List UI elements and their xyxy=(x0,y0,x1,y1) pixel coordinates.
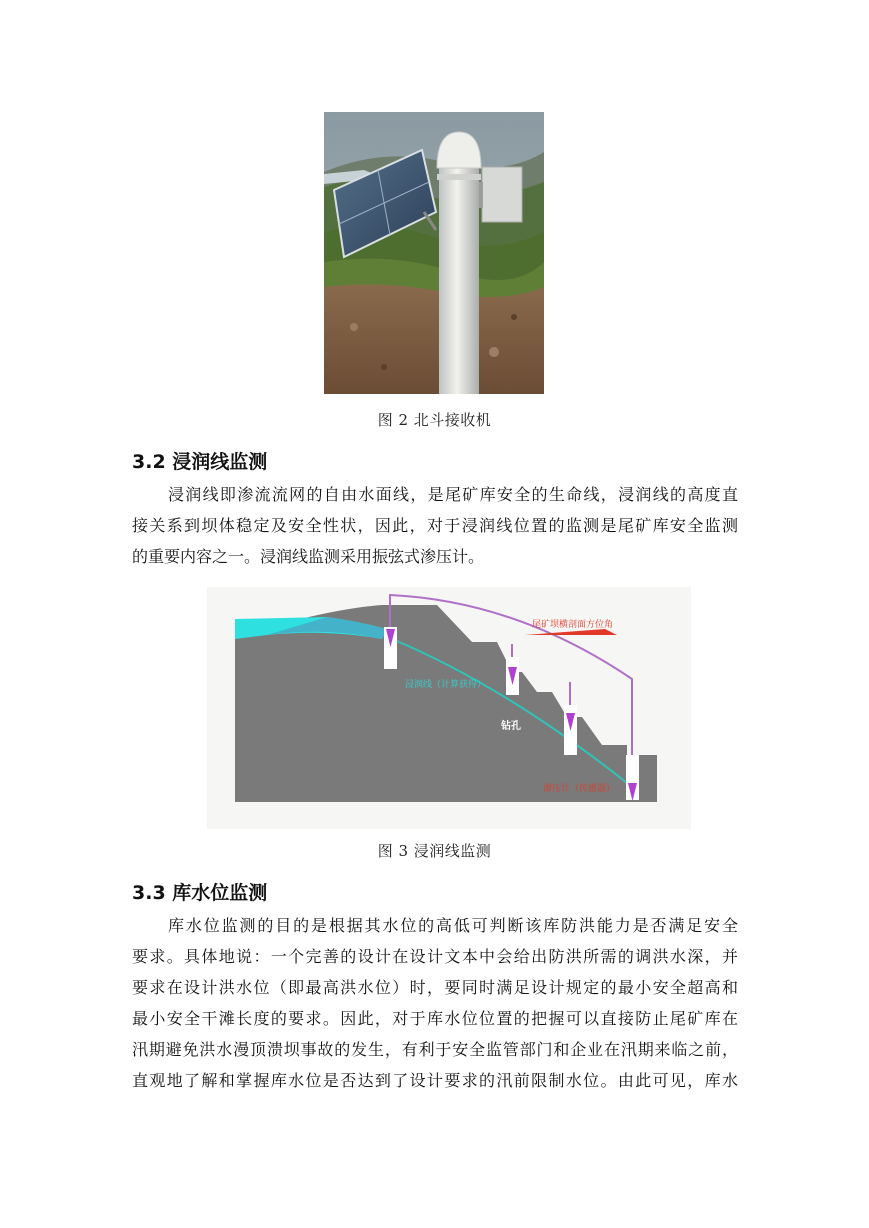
paragraph-line: 接关系到坝体稳定及安全性状，因此，对于浸润线位置的监测是尾矿库安全监测 xyxy=(132,516,738,535)
section-3-3-paragraph xyxy=(132,910,738,1096)
paragraph-line: 要求在设计洪水位（即最高洪水位）时，要同时满足设计规定的最小安全超高和 xyxy=(132,978,738,997)
borehole-label: 钻孔 xyxy=(501,721,521,732)
paragraph-line: 的重要内容之一。浸润线监测采用振弦式渗压计。 xyxy=(132,547,485,566)
phreatic-line-label: 浸润线（计算获得） xyxy=(405,680,487,690)
azimuth-label: 尾矿坝横剖面方位角 xyxy=(532,620,614,630)
paragraph-line: 库水位监测的目的是根据其水位的高低可判断该库防洪能力是否满足安全 xyxy=(168,916,738,935)
figure-3-caption: 图 3 浸润线监测 xyxy=(377,842,492,860)
paragraph-line: 直观地了解和掌握库水位是否达到了设计要求的汛前限制水位。由此可见，库水 xyxy=(132,1071,738,1090)
paragraph-line: 最小安全干滩长度的要求。因此，对于库水位位置的把握可以直接防止尾矿库在 xyxy=(132,1009,738,1028)
section-3-3-heading: 3.3 库水位监测 xyxy=(132,882,268,904)
section-3-2-heading: 3.2 浸润线监测 xyxy=(132,451,268,473)
paragraph-line: 要求。具体地说：一个完善的设计在设计文本中会给出防洪所需的调洪水深，并 xyxy=(132,947,738,966)
phreatic-line-diagram xyxy=(207,587,691,829)
beidou-receiver-photo xyxy=(324,112,544,394)
section-3-2-paragraph xyxy=(132,479,738,572)
paragraph-line: 浸润线即渗流流网的自由水面线，是尾矿库安全的生命线，浸润线的高度直 xyxy=(168,485,738,504)
figure-2-caption: 图 2 北斗接收机 xyxy=(377,411,492,429)
piezometer-label: 渗压计（传感器） xyxy=(543,784,616,794)
paragraph-line: 汛期避免洪水漫顶溃坝事故的发生，有利于安全监管部门和企业在汛期来临之前， xyxy=(132,1040,738,1059)
